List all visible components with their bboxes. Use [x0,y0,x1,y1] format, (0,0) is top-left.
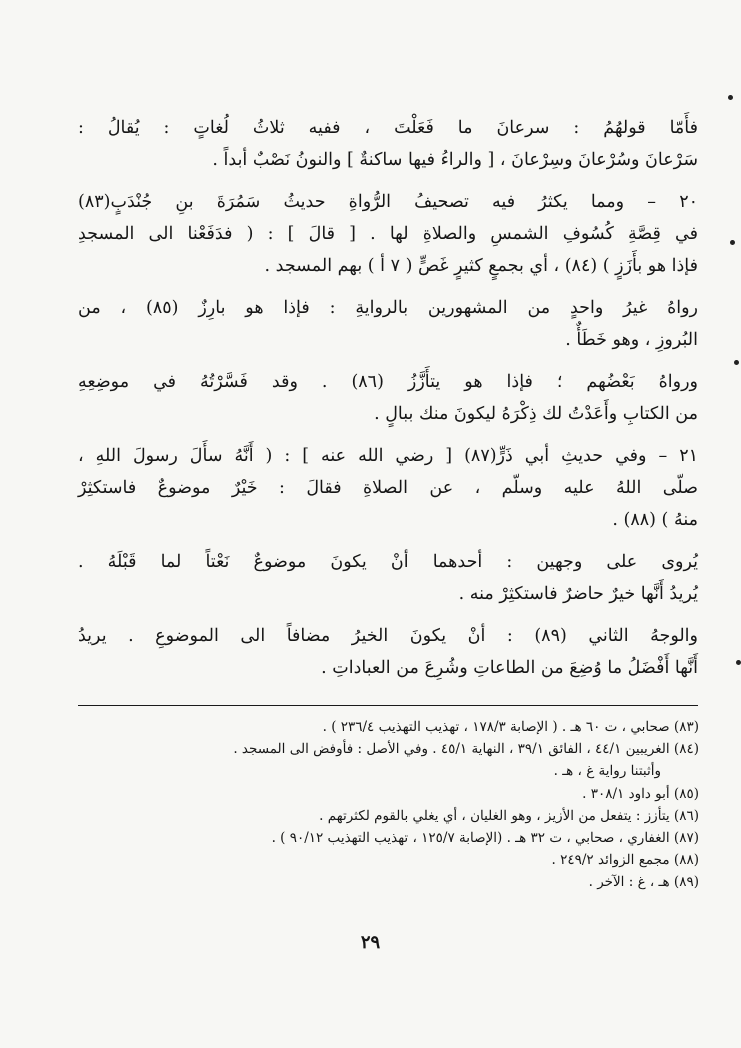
footnote-83: (٨٣) صحابي ، ت ٦٠ هـ . ( الإصابة ١٧٨/٣ ، تهذيب التهذيب ٢٣٦/٤ ) . [322,719,699,735]
paragraph [78,546,698,610]
paragraph-section-20 [78,186,698,282]
text-line: أَنَّها أَفْضَلُ ما وُضِعَ من الطاعاتِ وشُرِعَ من العباداتِ . [321,658,698,678]
scan-speck [728,95,733,100]
paragraph [78,620,698,684]
scan-speck [734,360,739,365]
footnote-84-continuation: وأثبتنا رواية غ ، هـ . [553,763,661,780]
paragraph-section-21 [78,440,698,536]
footnote-85: (٨٥) أبو داود ٣٠٨/١ . [582,785,699,802]
footnotes [59,716,699,894]
footnote-87: (٨٧) الغفاري ، صحابي ، ت ٣٢ هـ . (الإصابة ١٢٥/٧ ، تهذيب التهذيب ٩٠/١٢ ) . [271,829,699,846]
footnote-86: (٨٦) يتأزز : يتفعل من الأزيز ، وهو الغليان ، أي يغلي بالقوم لكثرتهم . [319,807,699,824]
main-text [78,112,698,694]
text-line: في قِصَّةِ كُسُوفِ الشمسِ والصلاةِ لها . [ قالَ ] : ( فدَفَعْنا الى المسجدِ [78,224,698,244]
text-line: يُريدُ أَنَّها خيرٌ حاضرٌ فاستكثِرْ منه . [458,584,698,604]
scan-speck [730,240,735,245]
text-line: ورواهُ بَعْضُهم ؛ فإذا هو يتأَزَّزُ (٨٦) . وقد فَسَّرْتُهُ في موضِعِهِ [78,372,699,392]
text-line: ٢١ – وفي حديثِ أبي ذَرٍّ(٨٧) [ رضي الله عنه ] : ( أَنَّهُ سأَلَ رسولَ اللهِ ، [78,446,698,466]
text-line: رواهُ غيرُ واحدٍ من المشهورين بالروايةِ : فإذا هو بارِزٌ (٨٥) ، من [78,298,698,318]
text-line: يُروى على وجهين : أحدهما أنْ يكونَ موضوعٌ نَعْتاً لما قَبْلَهُ . [78,552,698,572]
text-line: منهُ ) (٨٨) . [612,510,698,530]
scan-speck [736,660,741,665]
text-line: فإذا هو بأَزَزٍ ) (٨٤) ، أي بجمعٍ كثيرٍ غَصٍّ ( ٧ أ ) بهم المسجد . [264,256,698,276]
footnote-84: (٨٤) الغريبين ٤٤/١ ، الفائق ٣٩/١ ، النهاية ٤٥/١ . وفي الأصل : فأوفض الى المسجد . [233,741,699,758]
text-line: من الكتابِ وأَعَدْتُ لك ذِكْرَهُ ليكونَ منك ببالٍ . [374,404,698,424]
text-line: والوجهُ الثاني (٨٩) : أنْ يكونَ الخيرُ مضافاً الى الموضوعِ . يريدُ [78,626,698,646]
text-line: صلّى اللهُ عليه وسلّم ، عن الصلاةِ فقالَ : خَيْرٌ موضوعٌ فاستكثِرْ [78,478,698,498]
paragraph [78,112,698,176]
text-line: ٢٠ – ومما يكثرُ فيه تصحيفُ الرُّواةِ حديثُ سَمُرَةَ بنِ جُنْدَبٍ(٨٣) [78,192,698,212]
text-line: فأَمّا قولهُمُ : سرعانَ ما فَعَلْتَ ، ففيه ثلاثُ لُغاتٍ : يُقالُ : [78,118,698,138]
footnote-88: (٨٨) مجمع الزوائد ٢٤٩/٢ . [551,852,699,869]
text-line: البُروزِ ، وهو خَطَأٌ . [565,330,698,350]
footnote-89: (٨٩) هـ ، غ : الآخر . [588,874,699,891]
page-number: ٢٩ [360,932,381,953]
text-line: سَرْعانَ وسُرْعانَ وسِرْعانَ ، [ والراءُ فيها ساكنةٌ ] والنونُ نَصْبٌ أبداً . [212,150,698,170]
paragraph [78,366,698,430]
footnote-divider [78,705,698,706]
paragraph [78,292,698,356]
